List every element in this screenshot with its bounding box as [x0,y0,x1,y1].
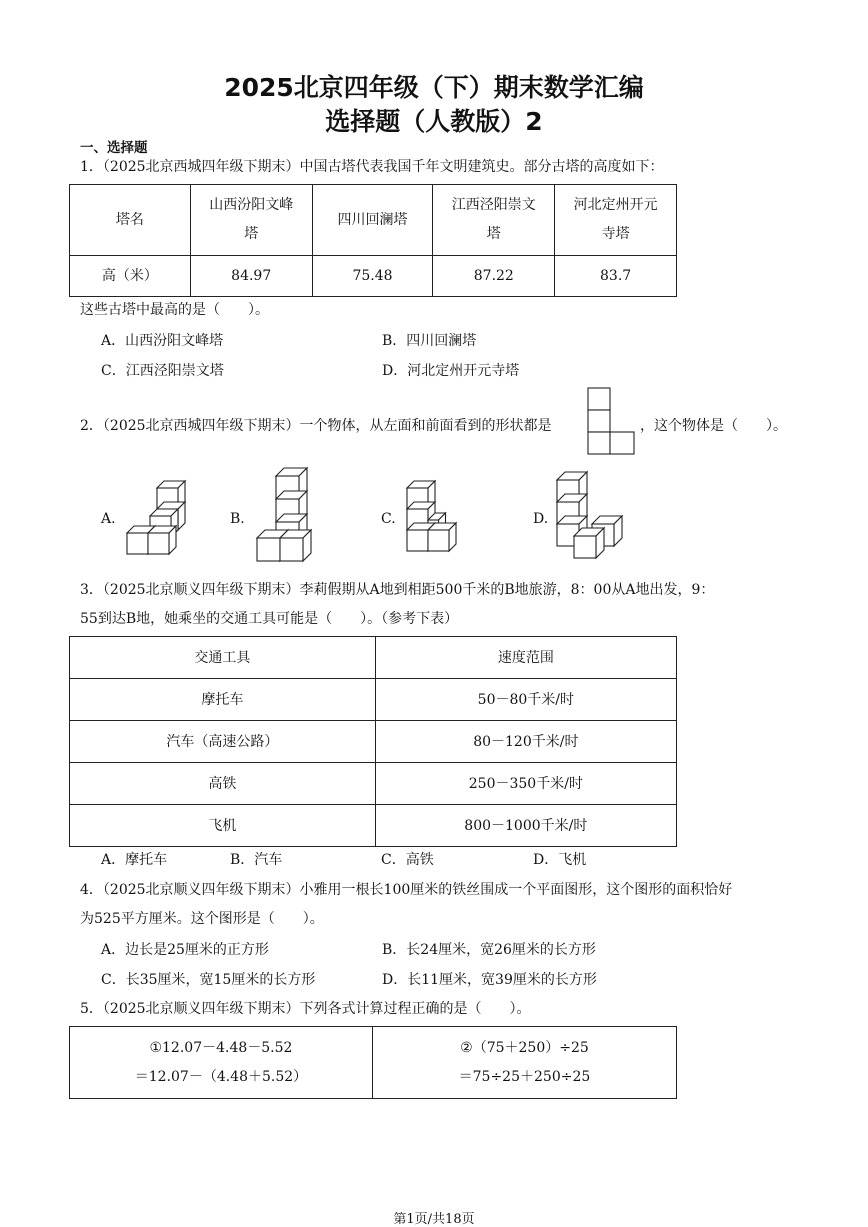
q3-header-cell: 交通工具 [70,637,376,679]
q1-table [69,184,677,297]
q3-stem-line-2: 55到达B地，她乘坐的交通工具可能是（ ）。（参考下表） [80,611,459,627]
q5-cell-1: ①12.07－4.48－5.52 ＝12.07－（4.48＋5.52） [70,1027,373,1099]
q3-cell: 250－350千米/时 [375,763,676,805]
q3-cell: 50－80千米/时 [375,679,676,721]
cube [428,523,456,551]
q2-figure-c[interactable] [402,478,470,560]
q2-stem: 2．（2025北京西城四年级下期末）一个物体，从左面和前面看到的形状都是 [80,418,552,434]
cube [280,530,311,561]
q1-data-cell: 高（米） [70,256,191,297]
q1-question: 这些古塔中最高的是（ ）。 [80,302,269,318]
q5-cell-2: ②（75＋250）÷25 ＝75÷25＋250÷25 [372,1027,676,1099]
q5-stem: 5．（2025北京顺义四年级下期末）下列各式计算过程正确的是（ ）。 [80,1001,531,1017]
q4-stem-line-1: 4．（2025北京顺义四年级下期末）小雅用一根长100厘米的铁丝围成一个平面图形，这个图形的面积恰好 [80,882,733,898]
q1-data-cell: 87.22 [433,256,555,297]
q1-option-c[interactable]: C．江西泾阳崇文塔 [101,363,224,379]
q2-option-b[interactable]: B. [230,511,245,527]
q2-figure-b[interactable] [252,466,320,568]
q1-data-cell: 75.48 [312,256,433,297]
q4-stem-line-2: 为525平方厘米。这个图形是（ ）。 [80,911,324,927]
q2-option-d[interactable]: D. [533,511,549,527]
q1-header-cell: 四川回澜塔 [312,185,433,256]
q2-stem-end: ，这个物体是（ ）。 [640,418,787,434]
q3-cell: 摩托车 [70,679,376,721]
q3-table [69,636,677,847]
q1-data-cell: 84.97 [190,256,312,297]
q4-option-c[interactable]: C．长35厘米，宽15厘米的长方形 [101,972,316,988]
q3-cell: 飞机 [70,805,376,847]
title-line-1: 2025北京四年级（下）期末数学汇编 [224,73,644,102]
q3-option-d[interactable]: D．飞机 [533,852,587,868]
q1-option-b[interactable]: B．四川回澜塔 [382,333,477,349]
q4-option-a[interactable]: A．边长是25厘米的正方形 [101,942,269,958]
q1-header-cell: 山西汾阳文峰塔 [190,185,312,256]
section-heading: 一、选择题 [80,140,148,156]
q3-cell: 800－1000千米/时 [375,805,676,847]
q4-option-d[interactable]: D．长11厘米，宽39厘米的长方形 [382,972,597,988]
q3-cell: 80－120千米/时 [375,721,676,763]
q3-cell: 高铁 [70,763,376,805]
q2-option-c[interactable]: C. [381,511,396,527]
q3-option-c[interactable]: C．高铁 [381,852,434,868]
q1-data-cell: 83.7 [555,256,677,297]
q3-option-a[interactable]: A．摩托车 [101,852,168,868]
page-footer: 第1页/共18页 [393,1212,475,1227]
q2-figure-a[interactable] [122,478,192,558]
q1-option-a[interactable]: A．山西汾阳文峰塔 [101,333,224,349]
q1-header-cell: 塔名 [70,185,191,256]
q2-view-shape [586,386,638,458]
cube [148,526,176,554]
q3-option-b[interactable]: B．汽车 [230,852,283,868]
q1-header-cell: 江西泾阳崇文塔 [433,185,555,256]
q1-header-cell: 河北定州开元寺塔 [555,185,677,256]
q4-option-b[interactable]: B．长24厘米，宽26厘米的长方形 [382,942,596,958]
q3-cell: 汽车（高速公路） [70,721,376,763]
cube [574,528,604,558]
q2-option-a[interactable]: A. [101,511,116,527]
q2-figure-d[interactable] [552,470,626,566]
q1-stem: 1．（2025北京西城四年级下期末）中国古塔代表我国千年文明建筑史。部分古塔的高度如下： [80,159,664,175]
title-line-2: 选择题（人教版）2 [325,107,543,136]
q1-option-d[interactable]: D．河北定州开元寺塔 [382,363,520,379]
q3-stem-line-1: 3．（2025北京顺义四年级下期末）李莉假期从A地到相距500千米的B地旅游，8：00从A地出发，9： [80,582,715,598]
q5-table [69,1026,677,1099]
q3-header-cell: 速度范围 [375,637,676,679]
